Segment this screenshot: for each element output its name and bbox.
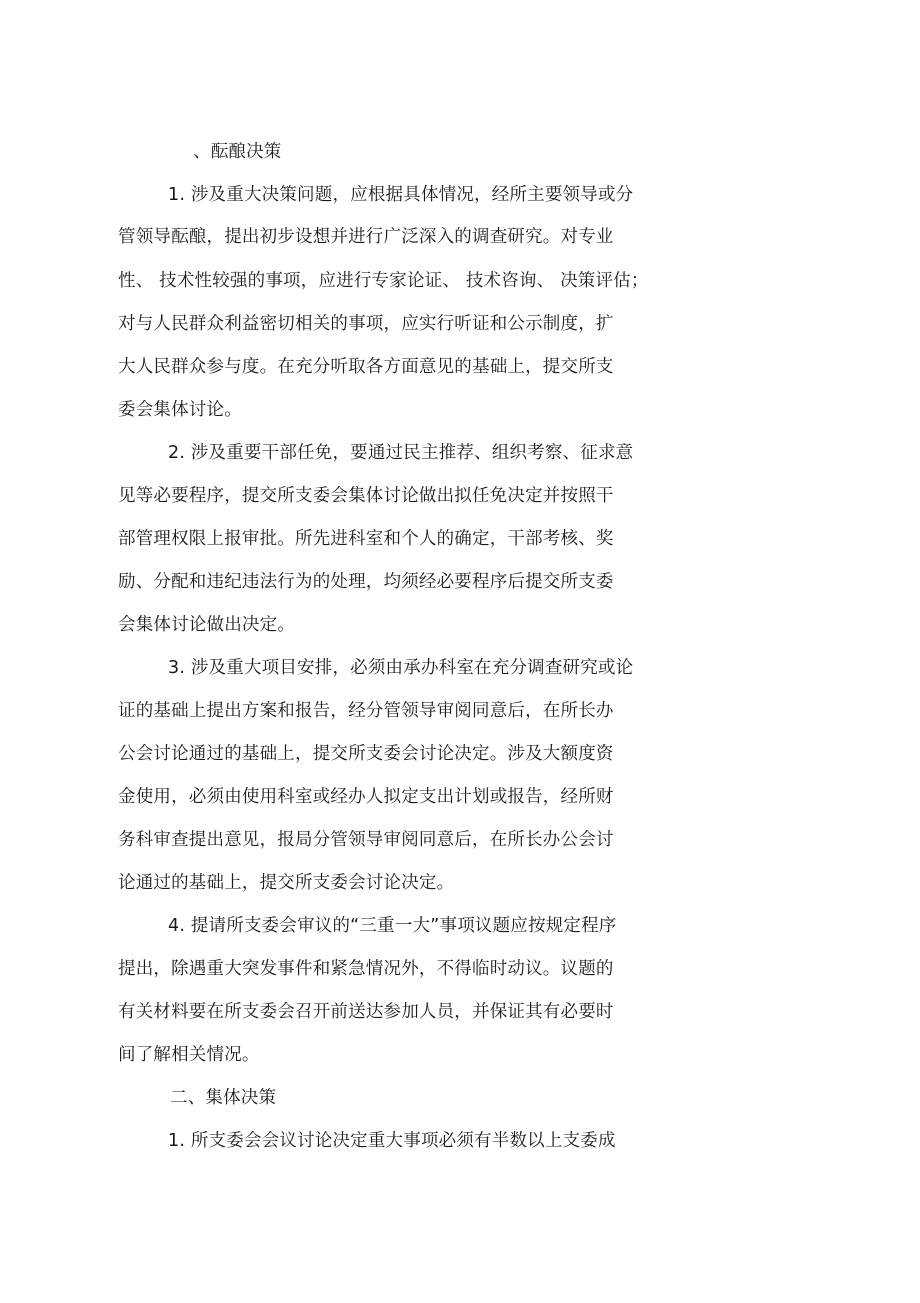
paragraph-line: 3. 涉及重大项目安排，必须由承办科室在充分调查研究或论 — [168, 658, 634, 678]
paragraph-line: 金使用，必须由使用科室或经办人拟定支出计划或报告，经所财 — [118, 787, 614, 807]
paragraph-line: 4. 提请所支委会审议的“三重一大”事项议题应按规定程序 — [168, 916, 617, 936]
paragraph-line: 有关材料要在所支委会召开前送达参加人员，并保证其有必要时 — [118, 1002, 614, 1022]
paragraph-line: 1. 所支委会会议讨论决定重大事项必须有半数以上支委成 — [168, 1131, 616, 1151]
paragraph-line: 见等必要程序，提交所支委会集体讨论做出拟任免决定并按照干 — [118, 486, 614, 506]
paragraph-line: 会集体讨论做出决定。 — [118, 615, 295, 635]
section-heading-deliberation: 、酝酿决策 — [193, 142, 282, 162]
paragraph-line: 对与人民群众利益密切相关的事项，应实行听证和公示制度，扩 — [118, 314, 614, 334]
paragraph-line: 性、 技术性较强的事项，应进行专家论证、 技术咨询、 决策评估； — [118, 271, 649, 291]
paragraph-line: 管领导酝酿，提出初步设想并进行广泛深入的调查研究。对专业 — [118, 227, 614, 247]
paragraph-line: 证的基础上提出方案和报告，经分管领导审阅同意后，在所长办 — [118, 701, 614, 721]
paragraph-line: 务科审查提出意见，报局分管领导审阅同意后，在所长办公会讨 — [118, 830, 614, 850]
paragraph-line: 间了解相关情况。 — [118, 1045, 260, 1065]
paragraph-line: 部管理权限上报审批。所先进科室和个人的确定，干部考核、奖 — [118, 529, 614, 549]
paragraph-line: 公会讨论通过的基础上，提交所支委会讨论决定。涉及大额度资 — [118, 744, 614, 764]
paragraph-line: 2. 涉及重要干部任免，要通过民主推荐、组织考察、征求意 — [168, 443, 634, 463]
paragraph-line: 励、分配和违纪违法行为的处理，均须经必要程序后提交所支委 — [118, 572, 614, 592]
section-heading-collective-decision: 二、集体决策 — [170, 1088, 277, 1108]
paragraph-line: 1. 涉及重大决策问题，应根据具体情况，经所主要领导或分 — [168, 185, 634, 205]
paragraph-line: 论通过的基础上，提交所支委会讨论决定。 — [118, 873, 455, 893]
paragraph-line: 委会集体讨论。 — [118, 400, 242, 420]
paragraph-line: 提出，除遇重大突发事件和紧急情况外，不得临时动议。议题的 — [118, 959, 614, 979]
paragraph-line: 大人民群众参与度。在充分听取各方面意见的基础上，提交所支 — [118, 357, 614, 377]
